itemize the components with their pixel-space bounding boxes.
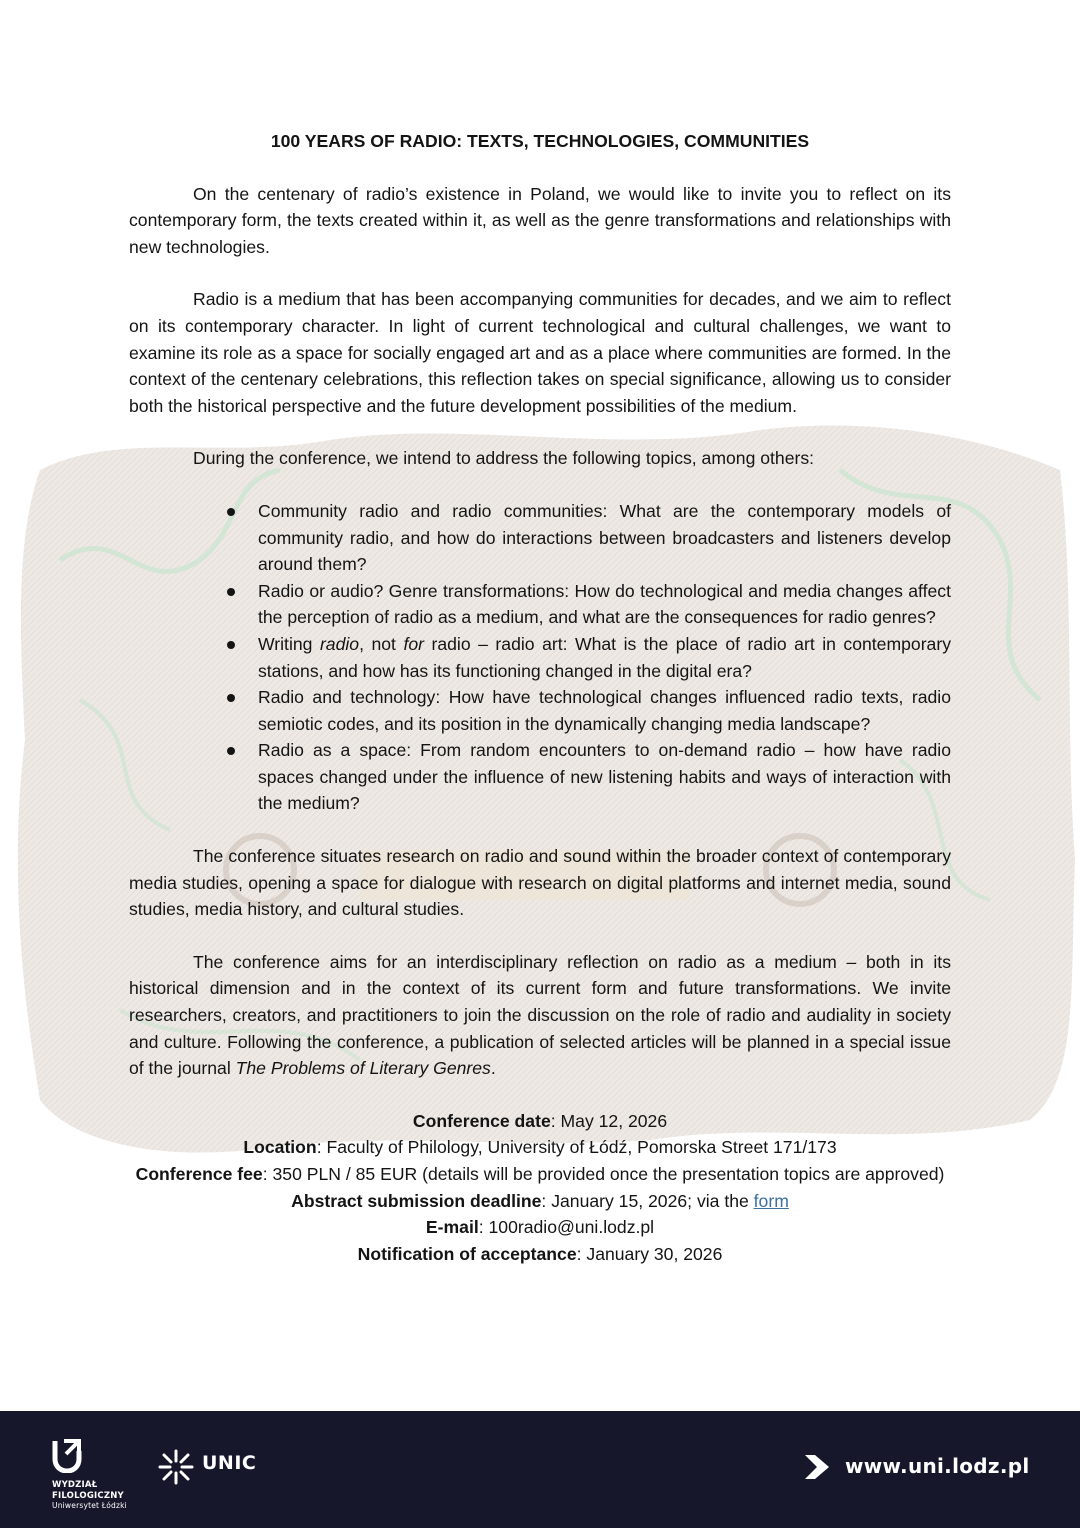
list-item: Writing radio, not for radio – radio art: What is the place of radio art in contemporary stations, and how has its functioning changed in the digital era? [129,631,951,684]
research-context-paragraph: The conference situates research on radio and sound within the broader context of contemporary media studies, opening a space for dialogue with research on digital platforms and internet media, sound studies, media history, and cultural studies. [129,846,951,920]
document-body [129,128,951,1267]
list-item: Community radio and radio communities: What are the contemporary models of community radio, and how do interactions between broadcasters and listeners develop around them? [129,498,951,578]
intro-paragraph: On the centenary of radio’s existence in Poland, we would like to invite you to reflect on its contemporary form, the texts created within it, as well as the genre transformations and relationships with new technologies. [129,183,951,257]
bullet-icon [227,508,235,516]
document-title: 100 YEARS OF RADIO: TEXTS, TECHNOLOGIES, COMMUNITIES [270,131,810,151]
bullet-icon [227,641,235,649]
submission-form-link[interactable]: form [753,1190,789,1211]
faculty-name: WYDZIAŁ FILOLOGICZNY Uniwersytet Łódzki [52,1480,127,1510]
topics-intro: During the conference, we intend to address the following topics, among others: [193,448,815,469]
unic-label: UNIC [202,1452,257,1474]
conference-details [129,1108,951,1268]
list-item: Radio or audio? Genre transformations: How do technological and media changes affect the perception of radio as a medium, and what are the consequences for radio genres? [129,578,951,631]
journal-title: The Problems of Literary Genres [235,1058,491,1079]
arrow-right-icon [801,1451,831,1483]
bullet-icon [227,694,235,702]
faculty-logo-icon [52,1437,82,1473]
contact-email: E-mail: 100radio@uni.lodz.pl [425,1217,655,1238]
footer-bar [0,1411,1080,1528]
conference-location: Location: Faculty of Philology, University of Łódź, Pomorska Street 171/173 [243,1137,837,1158]
acceptance-notification: Notification of acceptance: January 30, 2026 [357,1243,723,1264]
aims-paragraph: The conference aims for an interdisciplinary reflection on radio as a medium – both in its historical dimension and in the context of its current form and future transformations. We invite researchers, creators, and practitioners to join the discussion on the role of radio and audiality in society and culture. Following the conference, a publication of selected articles will be planned in a special issue of the journal The Problems of Literary Genres. [129,951,951,1079]
bullet-icon [227,588,235,596]
unic-star-icon [156,1447,196,1487]
abstract-deadline: Abstract submission deadline: January 15, 2026; via the form [291,1190,789,1211]
radio-medium-paragraph: Radio is a medium that has been accompanying communities for decades, and we aim to reflect on its contemporary character. In light of current technological and cultural challenges, we want to examine its role as a space for socially engaged art and as a place where communities are formed. In the context of the centenary celebrations, this reflection takes on special significance, allowing us to consider both the historical perspective and the future development possibilities of the medium. [129,289,951,416]
bullet-icon [227,747,235,755]
list-item: Radio and technology: How have technological changes influenced radio texts, radio semiotic codes, and its position in the dynamically changing media landscape? [129,684,951,737]
list-item: Radio as a space: From random encounters to on-demand radio – how have radio spaces changed under the influence of new listening habits and ways of interaction with the medium? [129,737,951,817]
website-link[interactable]: www.uni.lodz.pl [845,1454,1030,1478]
conference-fee: Conference fee: 350 PLN / 85 EUR (details will be provided once the presentation topics are approved) [135,1164,945,1184]
conference-date: Conference date: May 12, 2026 [412,1110,668,1131]
topics-list [129,498,951,817]
